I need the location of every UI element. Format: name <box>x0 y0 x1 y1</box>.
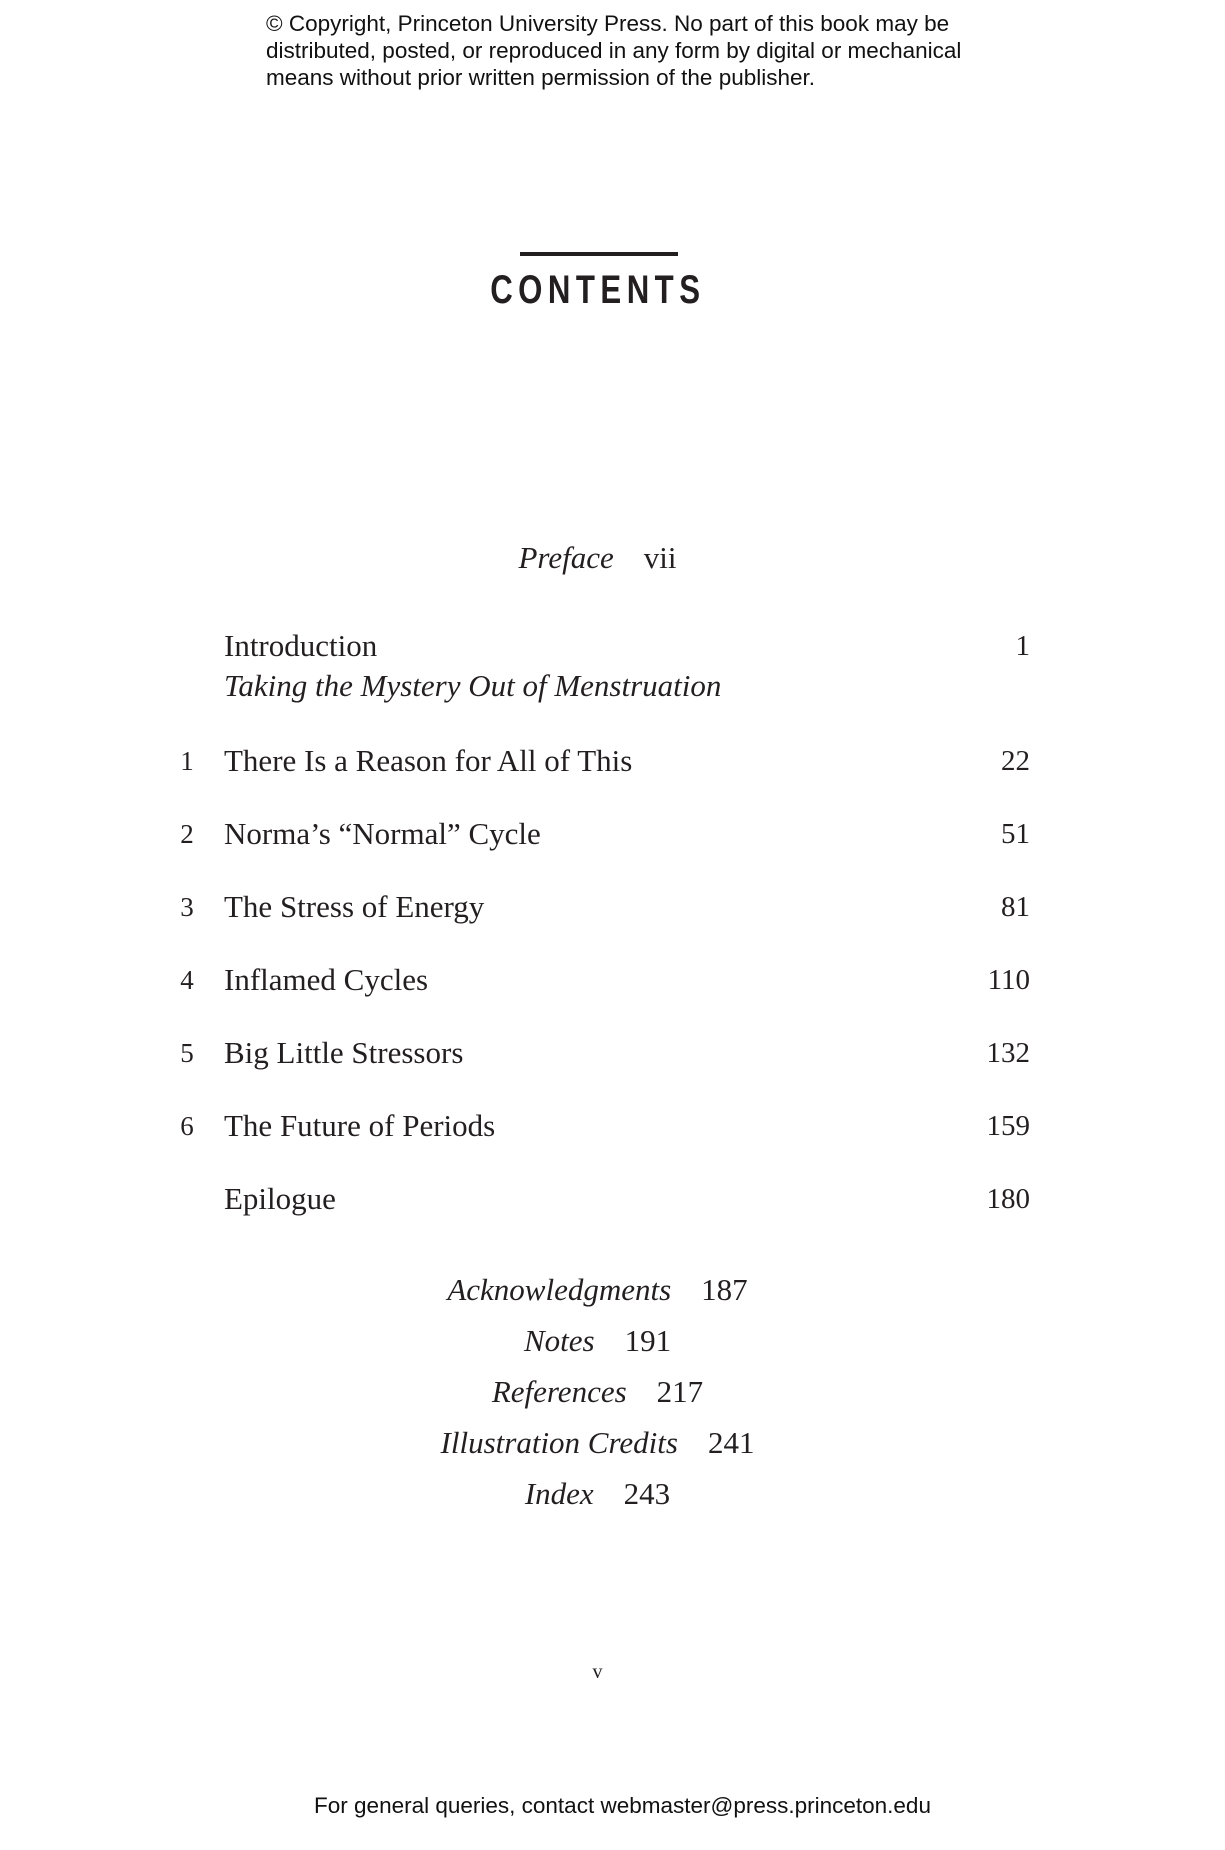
toc-entry-chapter <box>0 887 1225 927</box>
toc-entry-title: The Stress of Energy <box>224 889 485 924</box>
toc-entry-back-matter <box>0 1476 1195 1512</box>
copyright-line: means without prior written permission of the publisher. <box>266 65 816 90</box>
toc-entry-back-matter <box>0 1323 1195 1359</box>
toc-entry-preface <box>0 540 1195 576</box>
toc-entry-page: 191 <box>624 1323 672 1358</box>
toc-entry-page: vii <box>643 540 677 575</box>
copyright-line: distributed, posted, or reproduced in any form by digital or mechanical <box>266 38 962 63</box>
toc-entry-page: 1 <box>1015 630 1030 662</box>
chapter-number: 1 <box>180 746 194 776</box>
toc-entry-chapter <box>0 814 1225 854</box>
toc-entry-page: 217 <box>656 1374 704 1409</box>
chapter-number: 6 <box>180 1111 194 1141</box>
toc-entry-back-matter <box>0 1272 1195 1308</box>
toc-entry-epilogue <box>0 1179 1225 1219</box>
toc-entry-chapter <box>0 1033 1225 1073</box>
toc-entry-title: Index <box>524 1476 594 1511</box>
toc-entry-page: 187 <box>701 1272 748 1307</box>
toc-entry-page: 81 <box>1001 891 1030 923</box>
toc-entry-title: Notes <box>523 1323 595 1358</box>
toc-entry-page: 110 <box>987 964 1030 996</box>
toc-entry-page: 159 <box>986 1110 1030 1142</box>
toc-entry-back-matter <box>0 1374 1195 1410</box>
toc-entry-page: 132 <box>986 1037 1030 1069</box>
toc-entry-title: References <box>491 1374 627 1409</box>
copyright-notice <box>266 10 1026 91</box>
chapter-number: 4 <box>180 965 194 995</box>
chapter-number: 3 <box>180 892 194 922</box>
heading-rule <box>520 252 678 256</box>
page-title: CONTENTS <box>490 268 706 312</box>
page-folio: v <box>592 1661 603 1683</box>
toc-entry-title: The Future of Periods <box>224 1108 496 1143</box>
toc-entry-page: 243 <box>623 1476 671 1511</box>
toc-entry-page: 22 <box>1001 745 1030 777</box>
chapter-number: 2 <box>180 819 194 849</box>
toc-entry-subtitle: Taking the Mystery Out of Menstruation <box>224 668 722 703</box>
toc-entry-title: Big Little Stressors <box>224 1035 464 1070</box>
copyright-line: © Copyright, Princeton University Press. No part of this book may be <box>266 11 950 36</box>
toc-entry-page: 180 <box>986 1183 1030 1215</box>
toc-entry-title: Preface <box>518 540 614 575</box>
toc-entry-chapter <box>0 1106 1225 1146</box>
toc-entry-title: Inflamed Cycles <box>224 962 429 997</box>
toc-entry-introduction <box>0 626 1225 666</box>
toc-entry-title: Introduction <box>224 628 378 663</box>
toc-entry-page: 51 <box>1001 818 1030 850</box>
toc-entry-title: Illustration Credits <box>440 1425 678 1460</box>
toc-entry-page: 241 <box>707 1425 755 1460</box>
toc-entry-chapter <box>0 741 1225 781</box>
toc-entry-chapter <box>0 960 1225 1000</box>
toc-entry-title: There Is a Reason for All of This <box>224 743 633 778</box>
toc-entry-back-matter <box>0 1425 1195 1461</box>
footer-contact: For general queries, contact webmaster@press.princeton.edu <box>314 1793 931 1818</box>
chapter-number: 5 <box>180 1038 194 1068</box>
toc-entry-title: Acknowledgments <box>447 1272 672 1307</box>
toc-entry-title: Epilogue <box>224 1181 336 1216</box>
toc-entry-title: Norma’s “Normal” Cycle <box>224 816 541 851</box>
